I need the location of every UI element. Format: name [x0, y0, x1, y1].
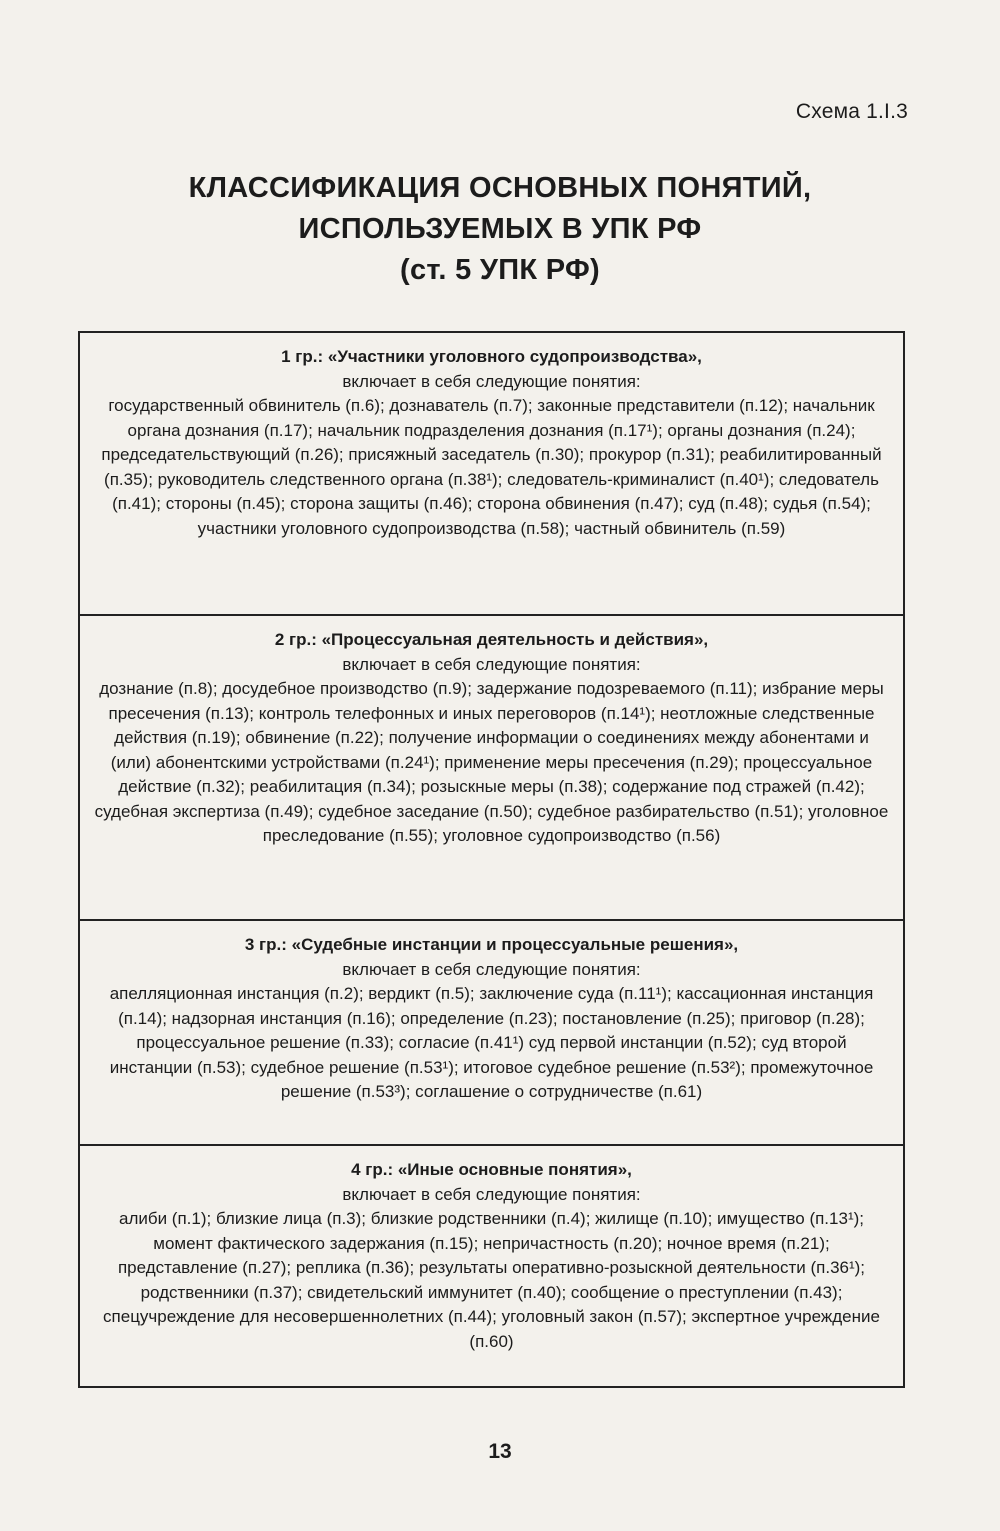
title-line-1: КЛАССИФИКАЦИЯ ОСНОВНЫХ ПОНЯТИЙ, [188, 172, 812, 204]
group-items: алиби (п.1); близкие лица (п.3); близкие родственники (п.4); жилище (п.10); имущество (п.13¹); момент фактического задержания (п.15); непричастность (п.20); ночное время (п.21); представление (п.27); реплика (п.36); результаты оперативно-розыскной деятельности (п.36¹); родственники (п.37); свидетельский иммунитет (п.40); сообщение о преступлении (п.43); спецучреждение для несовершеннолетних (п.44); уголовный закон (п.57); экспертное учреждение (п.60) [103, 1209, 880, 1351]
group-subheading: включает в себя следующие понятия: [342, 371, 641, 391]
group-subheading: включает в себя следующие понятия: [342, 654, 641, 674]
group-heading: 4 гр.: «Иные основные понятия», [351, 1160, 632, 1179]
title-line-3: (ст. 5 УПК РФ) [400, 254, 600, 286]
group-heading: 3 гр.: «Судебные инстанции и процессуальные решения», [244, 935, 739, 954]
group-items: апелляционная инстанция (п.2); вердикт (п.5); заключение суда (п.11¹); кассационная инстанция (п.14); надзорная инстанция (п.16); определение (п.23); постановление (п.25); приговор (п.28); процессуальное решение (п.33); согласие (п.41¹) суд первой инстанции (п.52); суд второй инстанции (п.53); судебное решение (п.53¹); итоговое судебное решение (п.53²); промежуточное решение (п.53³); соглашение о сотрудничестве (п.61) [109, 984, 874, 1101]
schema-label: Схема 1.I.3 [795, 100, 908, 123]
group-heading: 2 гр.: «Процессуальная деятельность и действия», [274, 630, 709, 649]
group-1 [80, 333, 903, 616]
group-items: государственный обвинитель (п.6); дознаватель (п.7); законные представители (п.12); начальник органа дознания (п.17); начальник подразделения дознания (п.17¹); органы дознания (п.24); председательствующий (п.26); присяжный заседатель (п.30); прокурор (п.31); реабилитированный (п.35); руководитель следственного органа (п.38¹); следователь-криминалист (п.40¹); следователь (п.41); стороны (п.45); сторона защиты (п.46); сторона обвинения (п.47); суд (п.48); судья (п.54); участники уголовного судопроизводства (п.58); частный обвинитель (п.59) [101, 396, 882, 538]
group-2 [80, 616, 903, 921]
group-subheading: включает в себя следующие понятия: [342, 959, 641, 979]
page-number: 13 [488, 1440, 512, 1463]
groups-table [78, 331, 905, 1388]
title-line-2: ИСПОЛЬЗУЕМЫХ В УПК РФ [298, 213, 702, 245]
group-4 [80, 1146, 903, 1386]
group-heading: 1 гр.: «Участники уголовного судопроизводства», [281, 347, 702, 366]
group-3 [80, 921, 903, 1146]
page-title [0, 168, 1000, 291]
group-items: дознание (п.8); досудебное производство (п.9); задержание подозреваемого (п.11); избрание меры пресечения (п.13); контроль телефонных и иных переговоров (п.14¹); неотложные следственные действия (п.19); обвинение (п.22); получение информации о соединениях между абонентами и (или) абонентскими устройствами (п.24¹); применение меры пресечения (п.29); процессуальное действие (п.32); реабилитация (п.34); розыскные меры (п.38); содержание под стражей (п.42); судебная экспертиза (п.49); судебное заседание (п.50); судебное разбирательство (п.51); уголовное преследование (п.55); уголовное судопроизводство (п.56) [94, 679, 889, 845]
group-subheading: включает в себя следующие понятия: [342, 1184, 641, 1204]
